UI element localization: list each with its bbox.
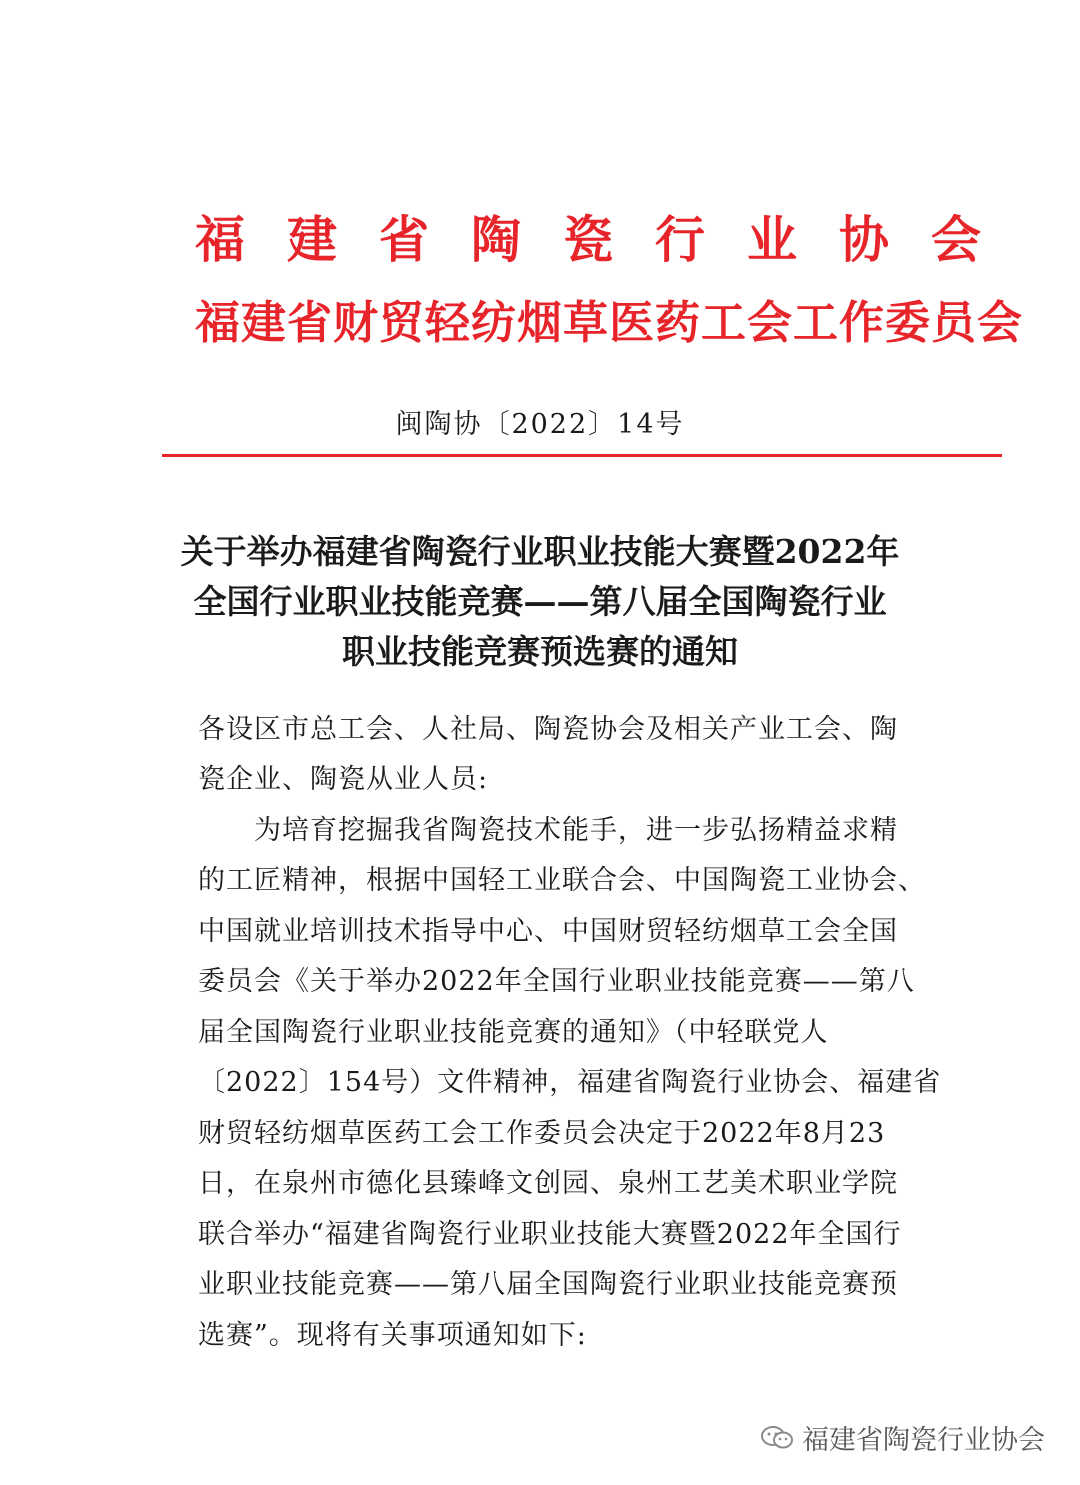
issuer-name-2: 福建省财贸轻纺烟草医药工会工作委员会 xyxy=(195,296,1024,349)
body-line: 业职业技能竞赛——第八届全国陶瓷行业职业技能竞赛预 xyxy=(198,1269,898,1300)
body-line: 联合举办“福建省陶瓷行业职业技能大赛暨2022年全国行 xyxy=(198,1219,902,1250)
body-line: 各设区市总工会、人社局、陶瓷协会及相关产业工会、陶 xyxy=(198,714,898,745)
document-title-line-3: 职业技能竞赛预选赛的通知 xyxy=(342,632,738,671)
body-line: 委员会《关于举办2022年全国行业职业技能竞赛——第八 xyxy=(198,966,915,997)
body-line: 〔2022〕154号）文件精神，福建省陶瓷行业协会、福建省 xyxy=(198,1067,942,1098)
document-title-line-1: 关于举办福建省陶瓷行业职业技能大赛暨2022年 xyxy=(180,532,900,571)
body-line: 届全国陶瓷行业职业技能竞赛的通知》（中轻联党人 xyxy=(198,1017,829,1048)
body-line: 的工匠精神，根据中国轻工业联合会、中国陶瓷工业协会、 xyxy=(198,865,926,896)
body-line: 瓷企业、陶瓷从业人员: xyxy=(198,764,489,795)
wechat-icon xyxy=(760,1425,794,1451)
issuer-name-1: 福建省陶瓷行业协会 xyxy=(195,211,1023,269)
red-divider xyxy=(162,454,1002,457)
body-line: 选赛”。现将有关事项通知如下: xyxy=(198,1320,587,1351)
body-line: 财贸轻纺烟草医药工会工作委员会决定于2022年8月23 xyxy=(198,1118,886,1149)
document-title-line-2: 全国行业职业技能竞赛——第八届全国陶瓷行业 xyxy=(193,582,887,621)
body-line: 为培育挖掘我省陶瓷技术能手，进一步弘扬精益求精 xyxy=(198,815,898,846)
document-number: 闽陶协〔2022〕14号 xyxy=(395,409,685,440)
body-line: 中国就业培训技术指导中心、中国财贸轻纺烟草工会全国 xyxy=(198,916,898,947)
watermark-text: 福建省陶瓷行业协会 xyxy=(802,1425,1045,1456)
body-line: 日，在泉州市德化县臻峰文创园、泉州工艺美术职业学院 xyxy=(198,1168,898,1199)
wechat-watermark xyxy=(760,1418,1045,1457)
